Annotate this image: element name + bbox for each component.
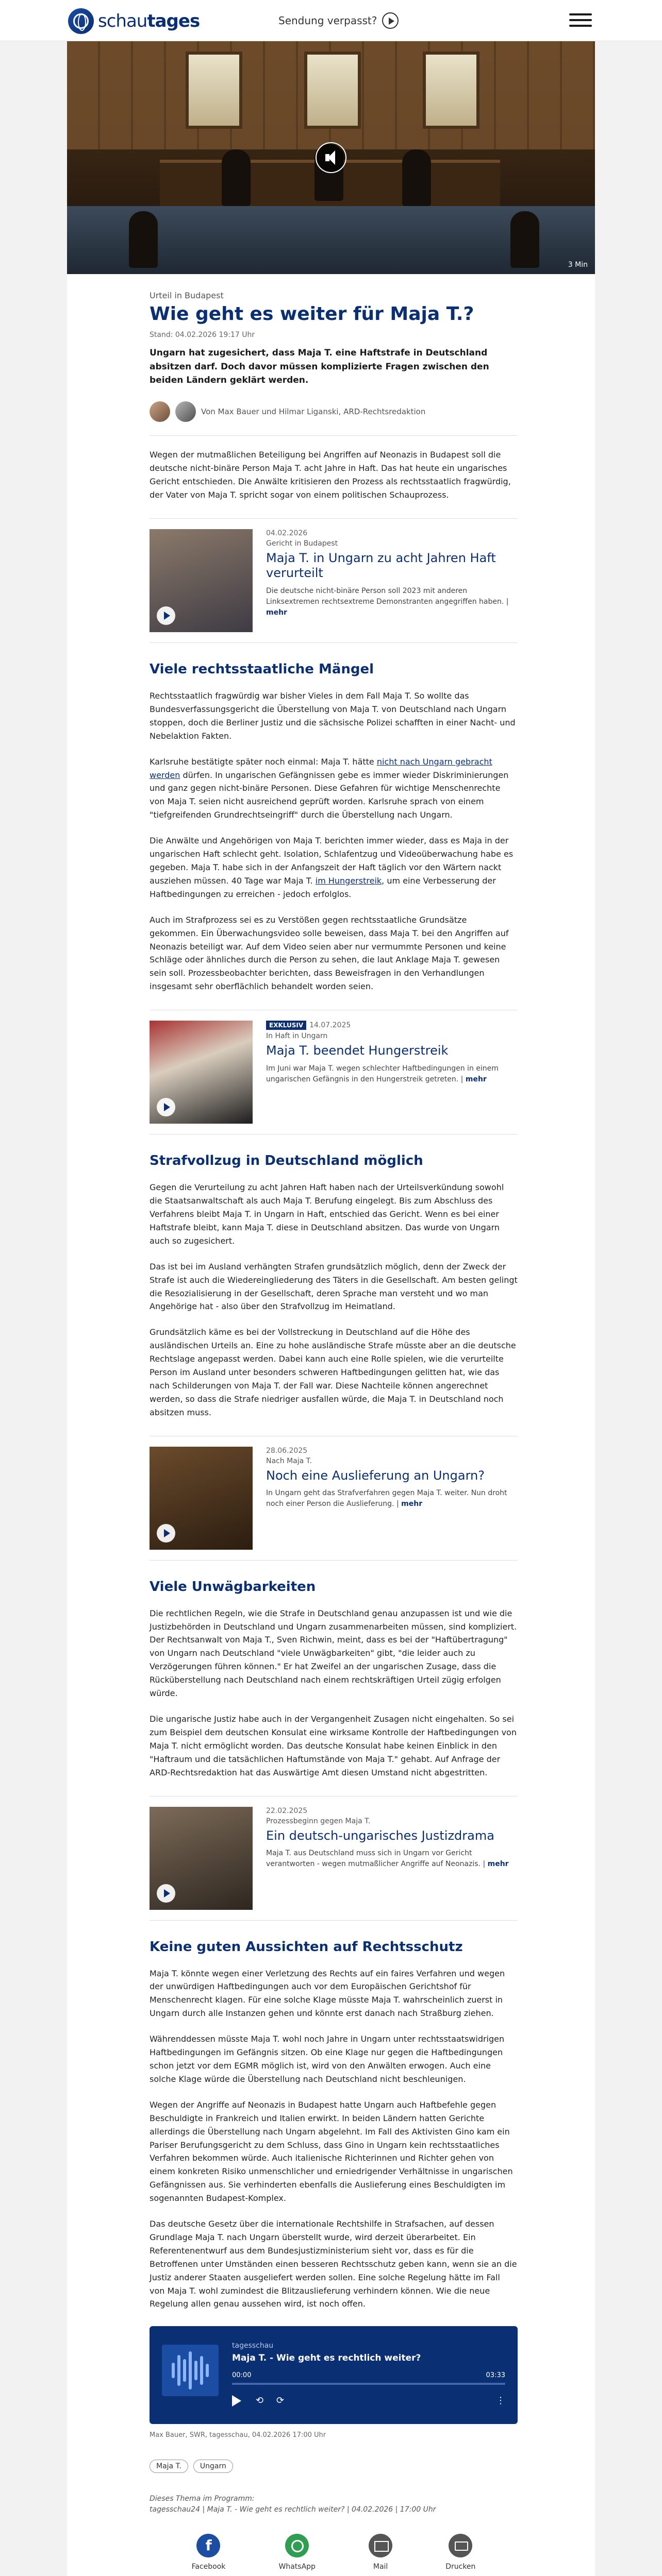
inline-link[interactable]: nicht nach Ungarn gebracht werden xyxy=(150,756,492,780)
audio-player xyxy=(150,2326,518,2424)
share-bar xyxy=(150,2534,518,2571)
avatar xyxy=(150,401,170,422)
tag-chip[interactable]: Maja T. xyxy=(150,2460,188,2473)
section-heading: Keine guten Aussichten auf Rechtsschutz xyxy=(150,1939,463,1955)
paragraph: Gegen die Verurteilung zu acht Jahren Haft haben nach der Urteilsverkündung sowohl die Staatsanwaltschaft als auch Maja T. Berufung eingelegt. Bis zum Abschluss des Verfahrens bleibt Maja T. in Ungarn in Haft, entschied das Gericht. Wenn es bei einer Haftstrafe bleibt, kann Maja T. diese in Deutschland absitzen. Das wurde von Ungarn auch so zugesichert. xyxy=(150,1182,504,1246)
sound-icon[interactable] xyxy=(316,142,346,173)
audio-wave-icon xyxy=(162,2345,219,2396)
video-duration: 3 Min xyxy=(568,261,588,269)
teaser-text: Maja T. aus Deutschland muss sich in Ungarn vor Gericht verantworten - wegen mutmaßlicher Angriffe auf Neonazis. | mehr xyxy=(266,1849,509,1869)
teaser-topline: Gericht in Budapest xyxy=(266,539,338,548)
article-credit: Max Bauer, SWR, tagesschau, 04.02.2026 17:00 Uhr xyxy=(150,2431,326,2439)
rewind-icon[interactable]: ⟲ xyxy=(256,2395,264,2406)
paragraph: Grundsätzlich käme es bei der Vollstreckung in Deutschland auf die Höhe des ausländischen Urteils an. Eine zu hohe ausländische Strafe müsste aber an die deutsche Rechtslage angepasst werden. Dabei kann auch eine Rolle spielen, wie die verurteilte Person im Ausland unter besonders schweren Haftbedingungen gelitten hat, wie das nach Schilderungen von Maja T. der Fall war. Diese Nachteile können angerechnet werden, so dass die Strafe niedriger ausfallen würde, die Maja T. in Deutschland noch absitzen muss. xyxy=(150,1327,516,1417)
courtroom-window xyxy=(186,52,242,129)
missed-broadcast-link[interactable] xyxy=(278,12,399,29)
more-link[interactable]: mehr xyxy=(487,1860,509,1869)
logo-text: schautages xyxy=(98,11,200,31)
paragraph: Währenddessen müsste Maja T. wohl noch Jahre in Ungarn unter rechtsstaatswidrigen Haftbedingungen im Gefängnis sitzen. Ob eine Klage nur gegen die Haftbedingungen schon jetzt vor dem EGMR möglich ist, wird von den Anwälten erwogen. Auch eine solche Klage würde die Überstellung nach Deutschland nicht beschleunigen. xyxy=(150,2034,505,2084)
teaser-headline: Noch eine Auslieferung an Ungarn? xyxy=(266,1468,485,1483)
teaser-text: Im Juni war Maja T. wegen schlechter Haftbedingungen in einem ungarischen Gefängnis in den Hungerstreik getreten. | mehr xyxy=(266,1064,499,1083)
more-link[interactable]: mehr xyxy=(401,1500,423,1509)
whatsapp-icon xyxy=(285,2534,309,2557)
teaser-topline: Nach Maja T. xyxy=(266,1456,312,1465)
share-whatsapp-button[interactable]: WhatsApp xyxy=(279,2534,316,2571)
audio-time-current: 00:00 xyxy=(232,2371,252,2380)
section-heading: Strafvollzug in Deutschland möglich xyxy=(150,1153,423,1169)
author-names: Von Max Bauer und Hilmar Liganski, ARD-Rechtsredaktion xyxy=(201,407,426,417)
topline: Urteil in Budapest xyxy=(150,291,224,300)
play-icon xyxy=(157,1098,175,1116)
share-facebook-button[interactable]: f Facebook xyxy=(192,2534,226,2571)
play-icon xyxy=(157,1524,175,1543)
paragraph: Wegen der mutmaßlichen Beteiligung bei Angriffen auf Neonazis in Budapest soll die deutsche nicht-binäre Person Maja T. acht Jahre in Haft. Das hat heute ein ungarisches Gericht entschieden. Die Anwälte kritisieren den Prozess als rechtsstaatlich fragwürdig, der Vater von Maja T. spricht sogar von einem politischen Schauprozess. xyxy=(150,450,511,500)
inline-link[interactable]: im Hungerstreik xyxy=(315,875,382,886)
globe-logo-icon xyxy=(68,8,94,34)
forward-icon[interactable]: ⟳ xyxy=(276,2395,285,2406)
program-info xyxy=(150,2494,518,2515)
tagesschau-logo[interactable] xyxy=(68,8,200,34)
more-link[interactable]: mehr xyxy=(266,608,287,617)
print-icon xyxy=(449,2534,472,2557)
audio-title: Maja T. - Wie geht es rechtlich weiter? xyxy=(232,2353,421,2364)
teaser-image xyxy=(150,529,253,632)
section-heading: Viele Unwägbarkeiten xyxy=(150,1579,316,1595)
teaser-topline: Prozessbeginn gegen Maja T. xyxy=(266,1817,371,1825)
more-link[interactable]: mehr xyxy=(465,1075,487,1083)
audio-time-total: 03:33 xyxy=(486,2371,505,2380)
teaser-image xyxy=(150,1021,253,1124)
share-mail-button[interactable]: Mail xyxy=(369,2534,392,2571)
avatar xyxy=(175,401,196,422)
teaser-box[interactable] xyxy=(150,1436,518,1561)
play-button[interactable] xyxy=(232,2395,241,2406)
teaser-date: 14.07.2025 xyxy=(309,1021,351,1030)
teaser-box[interactable] xyxy=(150,1010,518,1134)
teaser-text: Die deutsche nicht-binäre Person soll 2023 mit anderen Linksextremen rechtsextreme Demonstranten angegriffen haben. | mehr xyxy=(266,586,509,617)
paragraph: Das ist bei im Ausland verhängten Strafen grundsätzlich möglich, denn der Zweck der Strafe ist auch die Wiedereingliederung des Täters in die Gesellschaft. Am besten gelingt die Resozialisierung in der Gesellschaft, deren Sprache man versteht und wo man Angehörige hat - also über den Strafvollzug im Heimatland. xyxy=(150,1261,518,1312)
menu-button[interactable] xyxy=(569,13,592,29)
courtroom-window xyxy=(304,52,361,129)
play-circle-icon xyxy=(382,12,399,29)
exclusive-badge: EXKLUSIV xyxy=(266,1021,306,1030)
paragraph: Die ungarische Justiz habe auch in der Vergangenheit Zusagen nicht eingehalten. So sei zum Beispiel dem deutschen Konsulat eine wirksame Kontrolle der Haftbedingungen von Maja T. nicht ermöglicht worden. Das deutsche Konsulat habe keinen Einblick in den "Haftraum und die tatsächlichen Haftumstände von Maja T." gehabt. Auf Anfrage der ARD-Rechtsredaktion hat das Auswärtige Amt diesen Umstand nicht abgestritten. xyxy=(150,1714,517,1777)
print-button[interactable]: Drucken xyxy=(445,2534,475,2571)
paragraph: Wegen der Angriffe auf Neonazis in Budapest hatte Ungarn auch Haftbefehle gegen Beschuldigte in Frankreich und Italien erwirkt. In beiden Ländern hatten Gerichte allerdings die Überstellung nach Ungarn abgelehnt. Im Fall des Aktivisten Gino kam ein Pariser Berufungsgericht zu dem Schluss, dass Gino in Ungarn kein rechtsstaatliches Verfahren bekommen würde. Auch italienische Richterinnen und Richter gehen von einem konkreten Risiko unmenschlicher und erniedrigender Verhältnisse in ungarischen Gefängnissen aus. Sie verhinderten ebenfalls die Auslieferung eines Beschuldigten im sogenannten Budapest-Komplex. xyxy=(150,2099,513,2204)
audio-progress-bar[interactable] xyxy=(232,2383,505,2385)
author-line xyxy=(150,401,518,422)
audio-source: tagesschau xyxy=(232,2342,274,2350)
teaser-box[interactable] xyxy=(150,518,518,643)
paragraph: Die rechtlichen Regeln, wie die Strafe in Deutschland genau anzupassen ist und wie die Justizbehörden in Deutschland und Ungarn zusammenarbeiten müssen, sind kompliziert. Der Rechtsanwalt von Maja T., Sven Richwin, meint, dass es bei der "Haftübertragung" von Ungarn nach Deutschland "viele Unwägbarkeiten" gibt, "die leider auch zu Verzögerungen führen können." Er hat Zweifel an der ungarischen Zusage, dass die Rücküberstellung nach Deutschland nach einem rechtskräftigen Urteil zügig erfolgen würde. xyxy=(150,1608,517,1699)
article-body xyxy=(67,291,595,2576)
program-label: Dieses Thema im Programm: xyxy=(150,2495,255,2503)
article-lead: Ungarn hat zugesichert, dass Maja T. eine Haftstrafe in Deutschland absitzen darf. Doch davor müssen komplizierte Fragen zwischen den beiden Ländern geklärt werden. xyxy=(150,348,489,386)
play-icon xyxy=(157,1884,175,1903)
article-date: Stand: 04.02.2026 19:17 Uhr xyxy=(150,331,255,340)
tag-chip[interactable]: Ungarn xyxy=(193,2460,233,2473)
mail-icon xyxy=(369,2534,392,2557)
paragraph: Rechtsstaatlich fragwürdig war bisher Vieles in dem Fall Maja T. So wollte das Bundesverfassungsgericht die Überstellung von Maja T. von Deutschland nach Ungarn stoppen, doch die Berliner Justiz und die sächsische Polizei schafften in einer Nacht- und Nebelaktion Fakten. xyxy=(150,691,516,741)
hamburger-icon xyxy=(569,13,592,15)
section-heading: Viele rechtsstaatliche Mängel xyxy=(150,662,374,677)
teaser-image xyxy=(150,1447,253,1550)
program-text: tagesschau24 | Maja T. - Wie geht es rechtlich weiter? | 04.02.2026 | 17:00 Uhr xyxy=(150,2505,436,2514)
page-title: Wie geht es weiter für Maja T.? xyxy=(150,303,474,325)
teaser-box[interactable] xyxy=(150,1796,518,1921)
teaser-date: 28.06.2025 xyxy=(266,1446,308,1455)
teaser-topline: In Haft in Ungarn xyxy=(266,1032,328,1041)
teaser-text: In Ungarn geht das Strafverfahren gegen Maja T. weiter. Nun droht noch einer Person die Auslieferung. | mehr xyxy=(266,1489,507,1509)
tag-list xyxy=(150,2460,518,2473)
teaser-date: 22.02.2025 xyxy=(266,1806,308,1815)
facebook-icon xyxy=(196,2534,220,2557)
article-page xyxy=(67,41,595,2576)
paragraph: Karlsruhe bestätigte später noch einmal: Maja T. hätte nicht nach Ungarn gebracht werden dürfen. In ungarischen Gefängnissen gebe es immer wieder Diskriminierungen und ganz gegen nicht-binäre Personen. Diese Gefahren für wichtige Menschenrechte von Maja T. seien nicht ausreichend geprüft worden. Karlsruhe sprach von einem "tiefgreifenden Grundrechtseingriff" durch die Überstellung nach Ungarn. xyxy=(150,756,509,820)
courtroom-window xyxy=(423,52,479,129)
teaser-date: 04.02.2026 xyxy=(266,529,308,538)
teaser-headline: Maja T. beendet Hungerstreik xyxy=(266,1043,449,1058)
teaser-headline: Ein deutsch-ungarisches Justizdrama xyxy=(266,1828,494,1843)
teaser-image xyxy=(150,1807,253,1910)
paragraph: Auch im Strafprozess sei es zu Verstößen gegen rechtsstaatliche Grundsätze gekommen. Ein Überwachungsvideo solle beweisen, dass Maja T. bei den Angriffen auf Neonazis beteiligt war. Auf dem Video seien aber nur vermummte Personen und keine Schläge oder ähnliches durch die Person zu sehen, die laut Anklage Maja T. gewesen sein soll. Prozessbeobachter berichten, dass Beweisfragen in den Verhandlungen insgesamt sehr oberflächlich behandelt worden seien. xyxy=(150,914,509,992)
hero-video[interactable] xyxy=(67,41,595,274)
more-options-icon[interactable]: ⋮ xyxy=(496,2395,505,2406)
teaser-headline: Maja T. in Ungarn zu acht Jahren Haft verurteilt xyxy=(266,551,496,580)
paragraph: Das deutsche Gesetz über die internationale Rechtshilfe in Strafsachen, auf dessen Grundlage Maja T. nach Ungarn überstellt wurde, wird derzeit überarbeitet. Ein Referentenentwurf aus dem Bundesjustizministerium sieht vor, dass es für die Betroffenen unter Umständen einen besseren Rechtsschutz geben kann, wenn sie an die Justiz anderer Staaten ausgeliefert werden sollen. Eine solche Regelung hätte im Fall von Maja T. wohl zumindest die Blitzauslieferung verhindern können. Wie die neue Regelung allen genau aussehen wird, ist noch offen. xyxy=(150,2219,517,2309)
paragraph: Maja T. könnte wegen einer Verletzung des Rechts auf ein faires Verfahren und wegen der unwürdigen Haftbedingungen auch vor dem Europäischen Gerichtshof für Menschenrecht klagen. Für eine solche Klage müsste Maja T. wahrscheinlich zuerst in Ungarn durch alle Instanzen gehen und könnte erst danach nach Straßburg ziehen. xyxy=(150,1968,505,2019)
missed-broadcast-label: Sendung verpasst? xyxy=(278,14,377,27)
play-icon xyxy=(157,606,175,625)
site-header xyxy=(0,0,662,41)
paragraph: Die Anwälte und Angehörigen von Maja T. berichten immer wieder, dass es Maja in der ungarischen Haft schlecht geht. Isolation, Schlafentzug und Videoüberwachung habe es gegeben. Maja T. habe sich in der Anfangszeit der Haft täglich vor den Wärtern nackt ausziehen müssen. 40 Tage war Maja T. im Hungerstreik, um eine Verbesserung der Haftbedingungen zu erreichen - jedoch erfolglos. xyxy=(150,836,514,899)
